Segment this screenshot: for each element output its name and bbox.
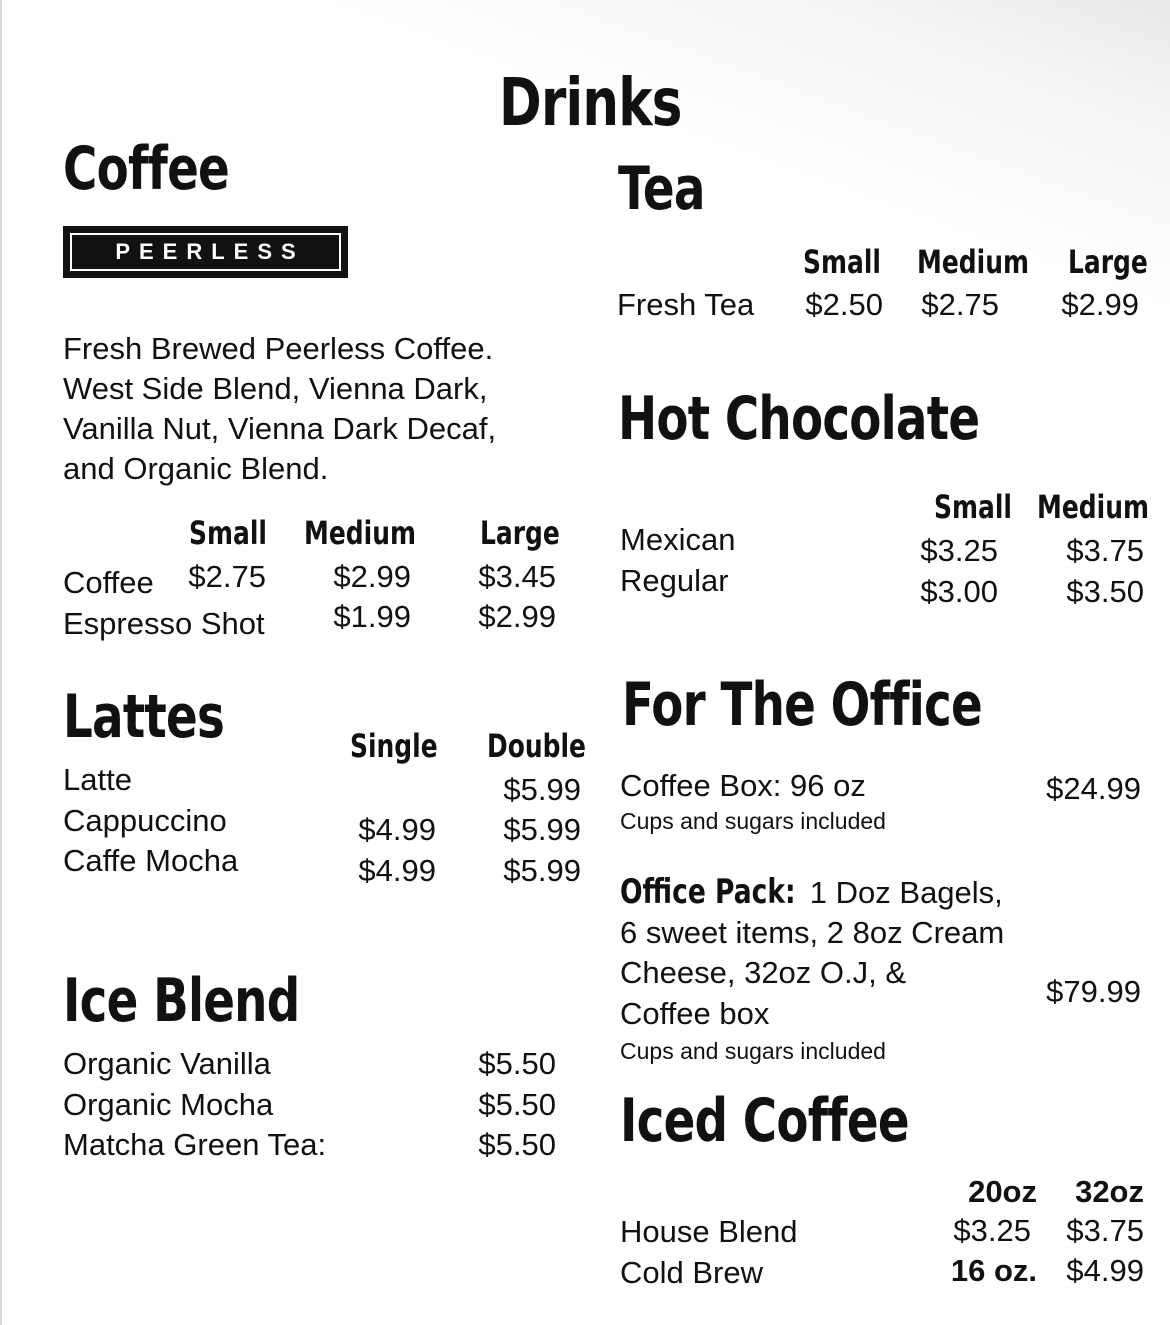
coffee-box-price: $24.99 bbox=[1046, 771, 1141, 806]
office-pack-line-text: 1 Doz Bagels, bbox=[801, 875, 1003, 910]
menu-item-price: $5.99 bbox=[503, 853, 581, 888]
menu-item-price: $5.50 bbox=[478, 1046, 556, 1081]
menu-item-price: $2.50 bbox=[805, 287, 883, 322]
menu-item-name: Espresso Shot bbox=[63, 606, 265, 641]
office-pack-line: Cheese, 32oz O.J, & bbox=[620, 955, 907, 990]
tea-size-large: Large bbox=[1068, 243, 1148, 281]
hot-chocolate-size-small: Small bbox=[934, 488, 1012, 526]
office-pack-line: Coffee box bbox=[620, 996, 770, 1031]
office-heading: For The Office bbox=[622, 670, 982, 740]
menu-item-price: $2.99 bbox=[1061, 287, 1139, 322]
menu-item-price: $5.50 bbox=[478, 1087, 556, 1122]
lattes-size-double: Double bbox=[487, 727, 586, 765]
menu-item-name: Coffee bbox=[63, 565, 154, 600]
menu-item-price: $2.99 bbox=[333, 559, 411, 594]
menu-item-price: $3.45 bbox=[478, 559, 556, 594]
office-pack-line: 6 sweet items, 2 8oz Cream bbox=[620, 915, 1005, 950]
menu-item-price: $5.99 bbox=[503, 772, 581, 807]
menu-item-price: $3.50 bbox=[1066, 574, 1144, 609]
menu-item-name: Fresh Tea bbox=[617, 287, 755, 322]
menu-item-name: House Blend bbox=[620, 1214, 798, 1249]
menu-item-price: $3.75 bbox=[1066, 1213, 1144, 1248]
iced-coffee-heading: Iced Coffee bbox=[620, 1086, 909, 1156]
menu-item-price: $3.25 bbox=[953, 1213, 1031, 1248]
tea-size-small: Small bbox=[803, 243, 881, 281]
coffee-description-line: and Organic Blend. bbox=[63, 451, 329, 486]
iced-coffee-size-32oz: 32oz bbox=[1075, 1174, 1144, 1209]
office-pack-note: Cups and sugars included bbox=[620, 1038, 886, 1064]
menu-item-price: $3.25 bbox=[920, 533, 998, 568]
lattes-heading: Lattes bbox=[63, 682, 225, 752]
menu-item-price: $2.99 bbox=[478, 599, 556, 634]
peerless-logo bbox=[63, 226, 348, 278]
coffee-heading: Coffee bbox=[63, 134, 230, 204]
menu-item-price: $1.99 bbox=[333, 599, 411, 634]
menu-item-name: Organic Mocha bbox=[63, 1087, 274, 1122]
menu-item-price: $3.75 bbox=[1066, 533, 1144, 568]
menu-item-price: $4.99 bbox=[358, 853, 436, 888]
menu-item-name: Matcha Green Tea: bbox=[63, 1127, 327, 1162]
coffee-box-name: Coffee Box: 96 oz bbox=[620, 768, 866, 803]
menu-item-price: $2.75 bbox=[188, 559, 266, 594]
coffee-description-line: Vanilla Nut, Vienna Dark Decaf, bbox=[63, 411, 497, 446]
menu-item-name: Organic Vanilla bbox=[63, 1046, 271, 1081]
menu-item-price: $2.75 bbox=[921, 287, 999, 322]
menu-item-price: $5.50 bbox=[478, 1127, 556, 1162]
coffee-size-medium: Medium bbox=[304, 514, 416, 552]
menu-item-price: $4.99 bbox=[1066, 1253, 1144, 1288]
iced-coffee-size-20oz: 20oz bbox=[968, 1174, 1037, 1209]
coffee-size-large: Large bbox=[480, 514, 560, 552]
menu-item-name: Regular bbox=[620, 563, 729, 598]
coffee-size-small: Small bbox=[189, 514, 267, 552]
tea-heading: Tea bbox=[618, 154, 705, 224]
peerless-logo-text: PEERLESS bbox=[115, 239, 305, 264]
menu-item-name: Caffe Mocha bbox=[63, 843, 239, 878]
office-pack-price: $79.99 bbox=[1046, 974, 1141, 1009]
menu-item-price: $3.00 bbox=[920, 574, 998, 609]
menu-item-name: Cold Brew bbox=[620, 1255, 763, 1290]
menu-item-price: $4.99 bbox=[358, 812, 436, 847]
office-pack-label: Office Pack: bbox=[620, 872, 796, 912]
menu-item-price: $5.99 bbox=[503, 812, 581, 847]
coffee-description-line: Fresh Brewed Peerless Coffee. bbox=[63, 331, 494, 366]
menu-item-name: Cappuccino bbox=[63, 803, 227, 838]
hot-chocolate-heading: Hot Chocolate bbox=[618, 384, 980, 454]
menu-item-name: Latte bbox=[63, 762, 132, 797]
lattes-size-single: Single bbox=[350, 727, 438, 765]
office-pack-line bbox=[620, 872, 1003, 913]
coffee-description-line: West Side Blend, Vienna Dark, bbox=[63, 371, 488, 406]
menu-item-name: Mexican bbox=[620, 522, 736, 557]
hot-chocolate-size-medium: Medium bbox=[1037, 488, 1149, 526]
page-title: Drinks bbox=[499, 64, 682, 141]
coffee-box-note: Cups and sugars included bbox=[620, 808, 886, 834]
tea-size-medium: Medium bbox=[917, 243, 1029, 281]
ice-blend-heading: Ice Blend bbox=[63, 966, 300, 1036]
menu-item-price: 16 oz. bbox=[950, 1253, 1037, 1288]
